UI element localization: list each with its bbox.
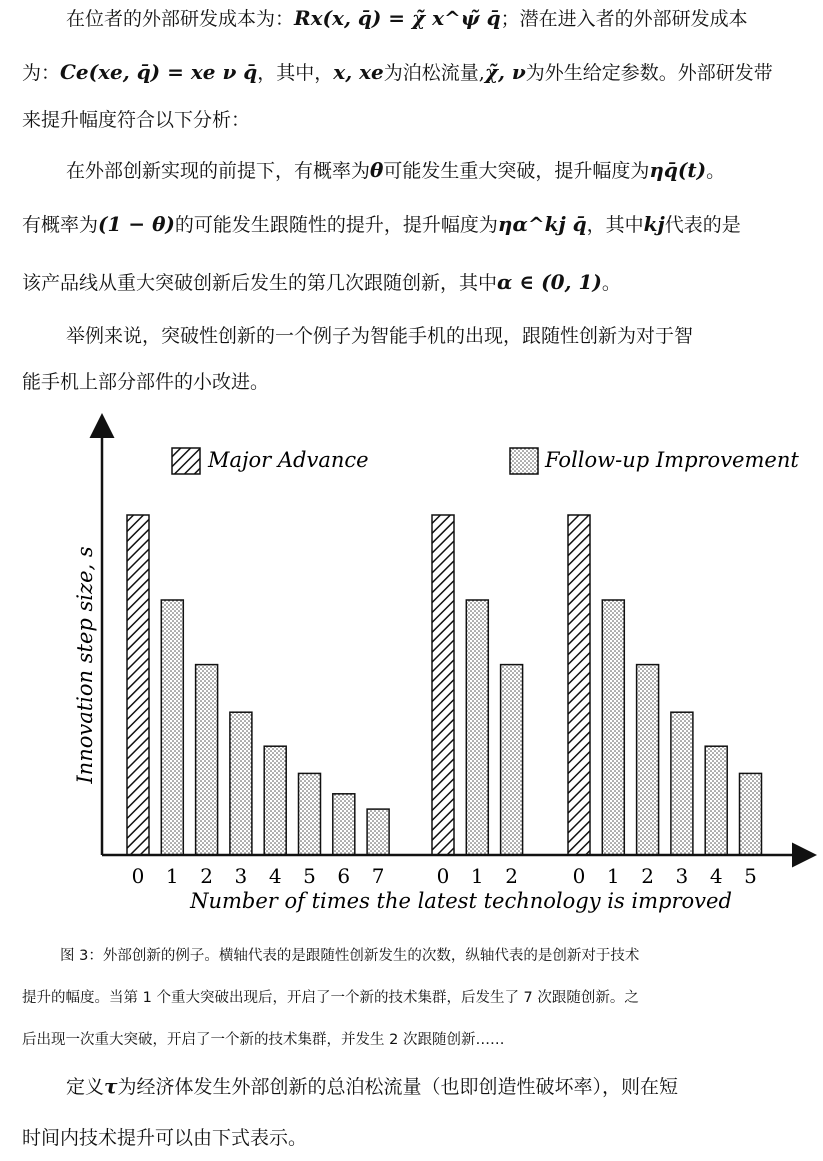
follow-up-bar-c2-2 <box>637 665 659 855</box>
follow-up-bar-c1-1 <box>466 600 488 855</box>
x-tick-label: 2 <box>641 864 654 888</box>
text: 有概率为 <box>22 214 99 236</box>
text: 在外部创新实现的前提下，有概率为 <box>66 160 371 182</box>
major-advance-bar-c0-0 <box>127 515 149 855</box>
x-tick-label: 6 <box>337 864 351 888</box>
math-tau: τ <box>104 1074 118 1098</box>
follow-up-bar-c2-5 <box>740 773 762 855</box>
x-tick-label: 3 <box>234 864 248 888</box>
x-tick-label: 1 <box>165 864 179 888</box>
figure-caption-line-2: 提升的幅度。当第 1 个重大突破出现后，开启了一个新的技术集群，后发生了 7 次跟随创新。之 <box>22 990 639 1006</box>
text: 定义 <box>66 1076 105 1098</box>
follow-up-bar-c2-4 <box>705 746 727 855</box>
paragraph-3-line-1: 举例来说，突破性创新的一个例子为智能手机的出现，跟随性创新为对于智 <box>66 325 694 347</box>
x-tick-label: 4 <box>709 864 723 888</box>
follow-up-bar-c0-5 <box>299 773 321 855</box>
formula-alpha-range: α ∈ (0, 1) <box>497 270 602 294</box>
text: ，其中 <box>586 214 644 236</box>
formula-major-step: ηq̄(t) <box>649 158 707 182</box>
major-advance-bar-c2-0 <box>568 515 590 855</box>
follow-up-bar-c0-3 <box>230 712 252 855</box>
follow-up-bar-c2-1 <box>602 600 624 855</box>
x-tick-label: 1 <box>470 864 484 888</box>
x-axis-label: Number of times the latest technology is improved <box>190 889 732 913</box>
x-tick-label: 0 <box>131 864 145 888</box>
follow-up-bar-c0-2 <box>196 665 218 855</box>
text: 代表的是 <box>664 214 741 236</box>
tick-labels <box>132 864 757 888</box>
paragraph-4-line-1 <box>66 1074 678 1099</box>
text: 为外生给定参数。外部研发带 <box>525 62 773 84</box>
paragraph-1-line-2 <box>22 60 773 85</box>
math-kj: kj <box>643 212 665 236</box>
paragraph-1-line-3: 来提升幅度符合以下分析： <box>22 109 251 131</box>
follow-up-bar-c2-3 <box>671 712 693 855</box>
y-axis-label: Innovation step size, s <box>73 546 97 784</box>
math-params: χ̃, ν <box>484 60 526 84</box>
figure-caption-line-3: 后出现一次重大突破，开启了一个新的技术集群，并发生 2 次跟随创新…… <box>22 1032 505 1048</box>
paragraph-2-line-3 <box>22 270 621 295</box>
text: 在位者的外部研发成本为： <box>66 8 295 30</box>
text: 可能发生重大突破，提升幅度为 <box>383 160 650 182</box>
x-tick-label: 3 <box>675 864 689 888</box>
figure-caption-line-1: 图 3：外部创新的例子。横轴代表的是跟随性创新发生的次数，纵轴代表的是创新对于技术 <box>60 948 640 964</box>
paragraph-2-line-1 <box>66 158 725 183</box>
formula-prob: (1 − θ) <box>98 212 175 236</box>
text: ；潜在进入者的外部研发成本 <box>500 8 748 30</box>
paragraph-2-line-2 <box>22 212 741 237</box>
major-advance-bar-c1-0 <box>432 515 454 855</box>
follow-up-bar-c1-2 <box>501 665 523 855</box>
innovation-bar-chart <box>0 400 823 920</box>
follow-up-bar-c0-6 <box>333 794 355 855</box>
text: 为泊松流量, <box>383 62 485 84</box>
x-tick-label: 5 <box>744 864 757 888</box>
math-theta: θ <box>370 158 384 182</box>
paragraph-1-line-1 <box>66 6 748 31</box>
legend-followup-swatch <box>510 448 538 474</box>
follow-up-bar-c0-7 <box>367 809 389 855</box>
x-tick-label: 5 <box>303 864 316 888</box>
x-tick-label: 2 <box>505 864 518 888</box>
x-tick-label: 7 <box>371 864 385 888</box>
text: 的可能发生跟随性的提升，提升幅度为 <box>174 214 498 236</box>
math-vars: x, xe <box>333 60 384 84</box>
text: 为经济体发生外部创新的总泊松流量（也即创造性破坏率），则在短 <box>117 1076 678 1098</box>
x-tick-label: 4 <box>268 864 282 888</box>
text: 。 <box>706 160 726 182</box>
x-tick-label: 0 <box>572 864 586 888</box>
text: 。 <box>601 272 621 294</box>
paragraph-4-line-2: 时间内技术提升可以由下式表示。 <box>22 1127 308 1149</box>
legend-major-label: Major Advance <box>208 448 369 472</box>
follow-up-bar-c0-4 <box>264 746 286 855</box>
legend-major-swatch <box>172 448 200 474</box>
follow-up-bar-c0-1 <box>161 600 183 855</box>
legend-followup-label: Follow-up Improvement <box>545 448 799 472</box>
x-tick-label: 2 <box>200 864 213 888</box>
formula-entrant-cost: Ce(xe, q̄) = xe ν q̄ <box>60 60 258 84</box>
bars <box>127 515 762 855</box>
x-tick-label: 1 <box>606 864 620 888</box>
formula-incumbent-cost: Rx(x, q̄) = χ̃ x^ψ̃ q̄ <box>294 6 501 30</box>
x-tick-label: 0 <box>436 864 450 888</box>
text: ，其中， <box>257 62 334 84</box>
text: 为： <box>22 62 61 84</box>
formula-follow-step: ηα^kj q̄ <box>497 212 587 236</box>
paragraph-3-line-2: 能手机上部分部件的小改进。 <box>22 371 270 393</box>
text: 该产品线从重大突破创新后发生的第几次跟随创新，其中 <box>22 272 498 294</box>
